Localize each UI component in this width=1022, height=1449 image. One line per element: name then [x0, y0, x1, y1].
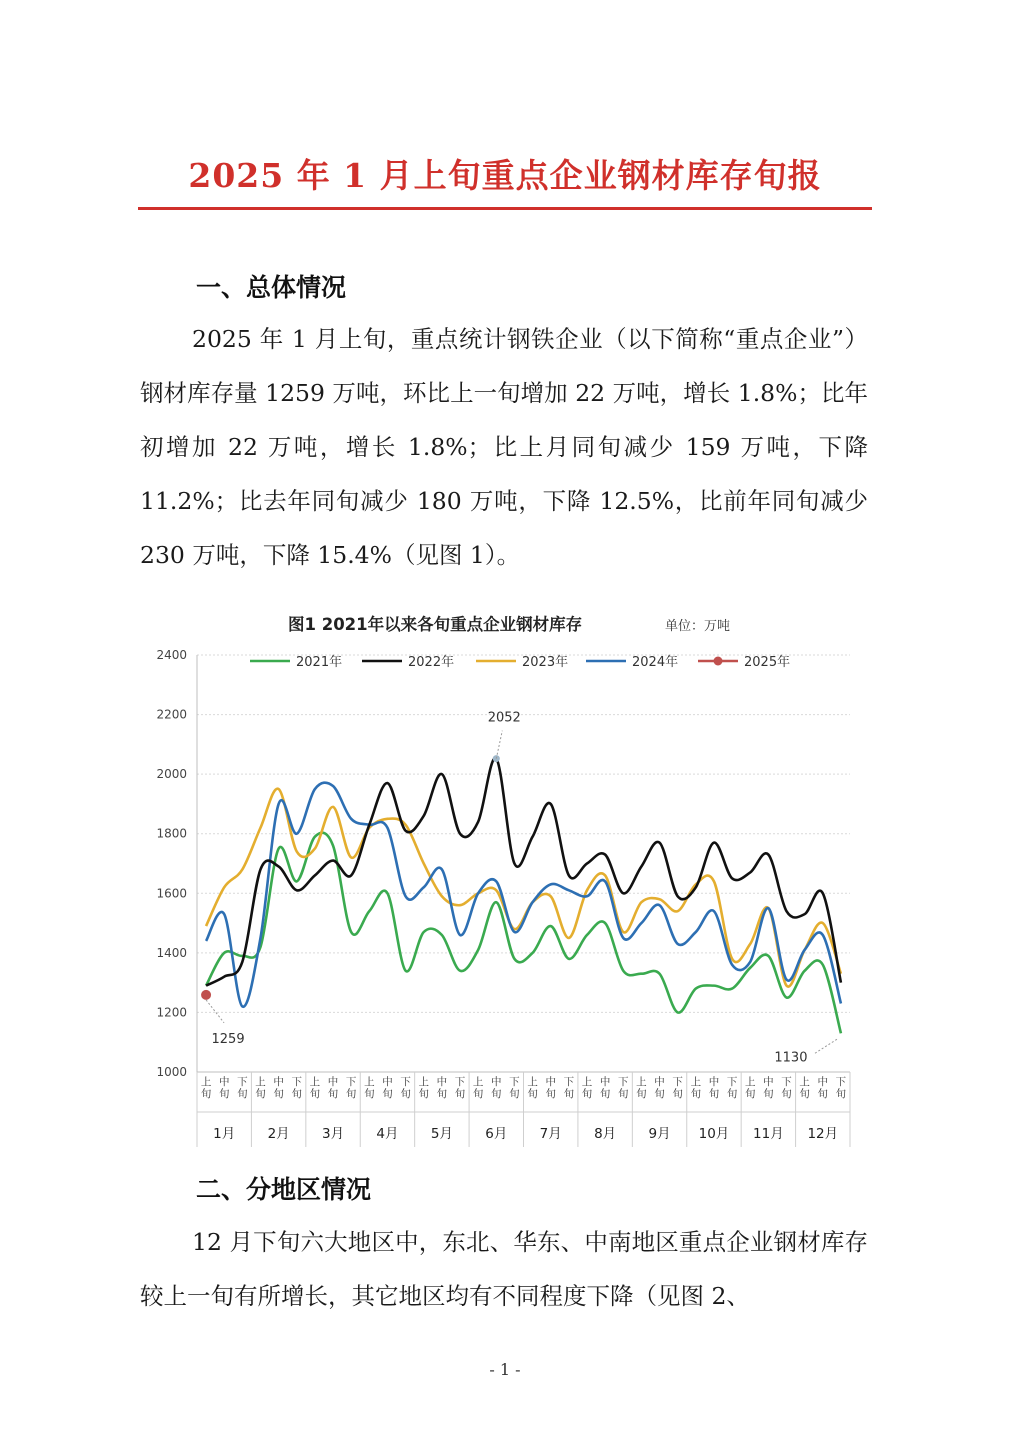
annotation-label-1259: 1259 [211, 1031, 245, 1047]
x-tick-period-label: 下旬 [726, 1076, 738, 1100]
y-tick-label: 2000 [156, 767, 187, 782]
legend-2025-marker [714, 657, 723, 666]
x-tick-month-label: 4月 [376, 1126, 399, 1142]
y-tick-label: 1800 [156, 826, 187, 841]
page-number: - 1 - [489, 1360, 521, 1379]
series-2021-line [206, 833, 841, 1034]
y-tick-label: 2400 [156, 648, 187, 662]
x-tick-month-label: 8月 [594, 1126, 617, 1142]
x-tick-month-label: 10月 [698, 1126, 730, 1142]
inventory-chart [150, 600, 860, 1155]
x-tick-period-label: 上旬 [636, 1076, 647, 1100]
annotation-label-2052: 2052 [487, 710, 521, 726]
x-tick-period-label: 下旬 [454, 1076, 466, 1100]
x-tick-period-label: 中旬 [218, 1076, 230, 1100]
section1-heading: 一、总体情况 [196, 273, 347, 302]
x-tick-period-label: 中旬 [382, 1076, 393, 1100]
x-tick-period-label: 上旬 [255, 1076, 266, 1100]
x-tick-period-label: 上旬 [690, 1076, 702, 1100]
annotation-leader-2052 [496, 731, 502, 759]
x-tick-period-label: 上旬 [309, 1076, 321, 1100]
x-tick-month-label: 3月 [321, 1126, 345, 1142]
chart-unit: 单位：万吨 [665, 619, 731, 634]
document-title: 2025 年 1 月上旬重点企业钢材库存旬报 [188, 156, 822, 195]
annotation-leader-1259 [206, 1000, 224, 1023]
x-tick-period-label: 上旬 [200, 1076, 212, 1100]
section2-heading: 二、分地区情况 [196, 1175, 372, 1204]
x-tick-month-label: 5月 [430, 1126, 453, 1142]
x-tick-period-label: 上旬 [744, 1076, 756, 1100]
x-tick-period-label: 中旬 [436, 1076, 448, 1100]
x-tick-month-label: 6月 [485, 1126, 508, 1142]
x-tick-period-label: 下旬 [345, 1076, 357, 1100]
x-tick-month-label: 9月 [648, 1126, 671, 1142]
legend-2025-label: 2025年 [744, 655, 791, 670]
y-tick-label: 1000 [156, 1065, 187, 1079]
x-tick-period-label: 下旬 [400, 1076, 411, 1100]
x-tick-period-label: 上旬 [472, 1076, 484, 1100]
x-tick-period-label: 上旬 [364, 1076, 375, 1100]
section1-paragraph: 2025 年 1 月上旬，重点统计钢铁企业（以下简称“重点企业”）钢材库存量 1259 万吨，环比上一旬增加 22 万吨，增长 1.8%；比年初增加 22 万吨，增长 1.8%；比上月同旬减少 159 万吨，下降 11.2%；比去年同旬减少 180 万吨，下降 12.5%，比前年同旬减少 230 万吨，下降 15.4%（见图 1）。 [140, 325, 868, 569]
x-tick-month-label: 1月 [213, 1126, 236, 1142]
legend-2021-label: 2021年 [296, 655, 343, 670]
inventory-chart-svg [150, 600, 860, 1155]
x-tick-period-label: 上旬 [799, 1076, 810, 1100]
x-tick-period-label: 中旬 [817, 1076, 829, 1100]
x-tick-period-label: 上旬 [527, 1076, 538, 1100]
legend-2022-label: 2022年 [408, 655, 455, 670]
legend-2024-label: 2024年 [632, 655, 679, 670]
x-tick-period-label: 中旬 [327, 1076, 339, 1100]
annotation-marker-2052 [493, 755, 500, 762]
chart-title: 图1 2021年以来各旬重点企业钢材库存 [288, 615, 583, 634]
x-tick-period-label: 上旬 [418, 1076, 429, 1100]
x-tick-month-label: 11月 [753, 1126, 784, 1142]
annotation-label-1130: 1130 [774, 1050, 808, 1066]
x-tick-period-label: 下旬 [835, 1076, 847, 1100]
x-tick-period-label: 中旬 [763, 1076, 774, 1100]
x-tick-period-label: 中旬 [654, 1076, 665, 1100]
series-2025-point [201, 990, 211, 1000]
x-tick-month-label: 2月 [267, 1126, 290, 1142]
x-tick-period-label: 中旬 [545, 1076, 556, 1100]
title-underline [138, 207, 872, 210]
x-tick-period-label: 下旬 [237, 1076, 248, 1100]
x-tick-period-label: 下旬 [563, 1076, 575, 1100]
y-tick-label: 2200 [156, 707, 187, 722]
x-tick-period-label: 中旬 [273, 1076, 284, 1100]
y-tick-label: 1400 [156, 945, 187, 960]
x-tick-period-label: 下旬 [781, 1076, 792, 1100]
x-tick-period-label: 下旬 [509, 1076, 520, 1100]
x-tick-month-label: 7月 [539, 1126, 562, 1142]
x-tick-period-label: 下旬 [618, 1076, 629, 1100]
y-tick-label: 1200 [156, 1005, 187, 1020]
x-tick-period-label: 中旬 [491, 1076, 502, 1100]
section2-paragraph: 12 月下旬六大地区中，东北、华东、中南地区重点企业钢材库存较上一旬有所增长，其它地区均有不同程度下降（见图 2、 [140, 1228, 868, 1310]
x-tick-period-label: 下旬 [291, 1076, 303, 1100]
y-tick-label: 1600 [156, 886, 187, 901]
x-tick-period-label: 中旬 [708, 1076, 720, 1100]
annotation-leader-1130 [815, 1039, 837, 1053]
x-tick-month-label: 12月 [807, 1126, 839, 1142]
x-tick-period-label: 下旬 [672, 1076, 683, 1100]
x-tick-period-label: 上旬 [581, 1076, 593, 1100]
legend-2023-label: 2023年 [522, 655, 569, 670]
x-tick-period-label: 中旬 [599, 1076, 611, 1100]
